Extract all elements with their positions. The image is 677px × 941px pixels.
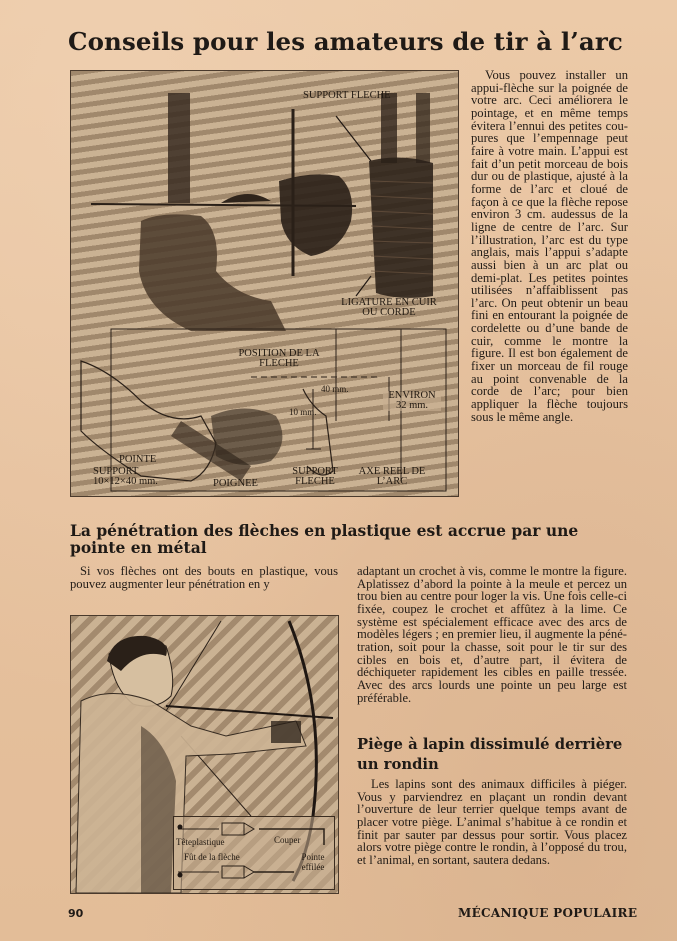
label-environ: ENVIRON 32 mm. <box>383 391 441 411</box>
arrow-rest-illustration <box>70 70 459 497</box>
grip-top-stave-right <box>416 93 430 163</box>
label-ligature: LIGATURE EN CUIR OU CORDE <box>341 297 437 318</box>
support-arrow-pointer <box>336 116 371 161</box>
bow-hand <box>139 214 286 331</box>
label-fut-fleche: Fût de la flèche <box>184 852 240 862</box>
label-support-fleche-bottom: SUPPORT FLECHE <box>292 466 338 487</box>
bow-stave-left <box>168 93 190 203</box>
magazine-name: MÉCANIQUE POPULAIRE <box>458 906 638 920</box>
label-dim-40: 40 mm. <box>321 384 349 394</box>
article-rabbit-trap-body: Les lapins sont des animaux difficiles à piéger. Vous y parviendrez en plaçant un rondin devant l’ouverture de leur terrier quelque temps avant de placer votre piège. L’animal s’habitue à ce rondin et finit par sauter par dessus pour sortir. Vous placez alors votre piège contre le rondin, à l’opposé du trou, et l’animal, en sortant, sautera dedans. <box>357 777 627 867</box>
plastic-head-top <box>222 823 244 835</box>
arrow-tip-inset <box>173 816 335 890</box>
page-title: Conseils pour les amateurs de tir à l’arc <box>68 27 623 56</box>
archer-illustration <box>70 615 339 894</box>
label-position-fleche: POSITION DE LA FLECHE <box>238 348 320 369</box>
page-number: 90 <box>68 907 84 920</box>
label-dim-10: 10 mm. <box>289 407 317 417</box>
label-pointe-effilee: Pointe effilée <box>301 852 325 872</box>
article-rabbit-trap-heading: Piège à lapin dissimulé derrière un rondin <box>357 736 623 773</box>
label-pointe: POINTE <box>119 454 157 465</box>
schematic-hand-fingers <box>211 409 282 466</box>
label-couper: Couper <box>274 835 301 845</box>
schematic-bow-limb <box>303 389 333 475</box>
label-support-fleche-top: SUPPORT FLECHE <box>303 90 391 101</box>
plastic-head-bottom <box>222 866 244 878</box>
grip-top-stave <box>381 93 397 163</box>
bow-string-upper <box>166 621 221 711</box>
ligature-pointer <box>356 276 371 296</box>
article-plastic-arrows-body-right: adaptant un crochet à vis, comme le montre la figure. Aplatissez d’abord la pointe à la meule et percez un trou bien au centre pour loger la vis. Une fois celle-ci fixée, coupez le crochet et affûtez à la lime. Ce système est spécialement efficace avec des arcs de modèles légers ; en premier lieu, il augmente la pénétration, soit pour la chasse, soit pour le tir sur des cibles en bois et, d’autre part, il évitera de déchiqueter rapidement les cibles en paille tressée. Avec des arcs lourds une pointe un peu large est préférable. <box>357 564 627 705</box>
label-poignee: POIGNEE <box>213 478 258 489</box>
label-axe-reel: AXE REEL DE L’ARC <box>358 466 426 487</box>
article-arrow-rest-body: Vous pouvez installer un appui-flèche sur la poignée de votre arc. Ceci améliorera le pointage, et en même temps évitera l’ennui des petites coupures que l’empennage peut faire à votre main. L’appui est fait d’un petit morceau de bois dur ou de plastique, ajusté à la forme de l’arc et cloué de façon à ce que la flèche repose environ 3 cm. audessus de la ligne de centre de l’arc. Sur l’illustration, l’arc est du type anglais, mais l’appui s’adapte aussi bien à un arc plat ou demi-plat. Les petites pointes utilisées n’affaiblissent pas l’arc. On peut obtenir un beau fini en entourant la poignée de cordelette ou d’une bande de cuir, comme le montre la figure. Il est bon également de fixer un morceau de fil rouge au point convenable de la corde de l’arc; pour bien appliquer la flèche toujours sous le même angle. <box>471 68 628 424</box>
article-plastic-arrows-heading: La pénétration des flèches en plastique est accrue par une pointe en métal <box>70 521 579 557</box>
bracer <box>271 721 301 743</box>
arrow-fletching <box>221 194 271 203</box>
draw-hand <box>279 174 352 256</box>
arrow <box>166 706 333 718</box>
article-plastic-arrows-body-left: Si vos flèches ont des bouts en plastique, vous pouvez augmenter leur pénétration en y <box>70 564 338 591</box>
arrow-rest-drawing <box>71 71 458 496</box>
label-tete-plastique: Têteplastique <box>176 837 225 847</box>
label-support-dims: SUPPORT 10×12×40 mm. <box>93 466 158 487</box>
